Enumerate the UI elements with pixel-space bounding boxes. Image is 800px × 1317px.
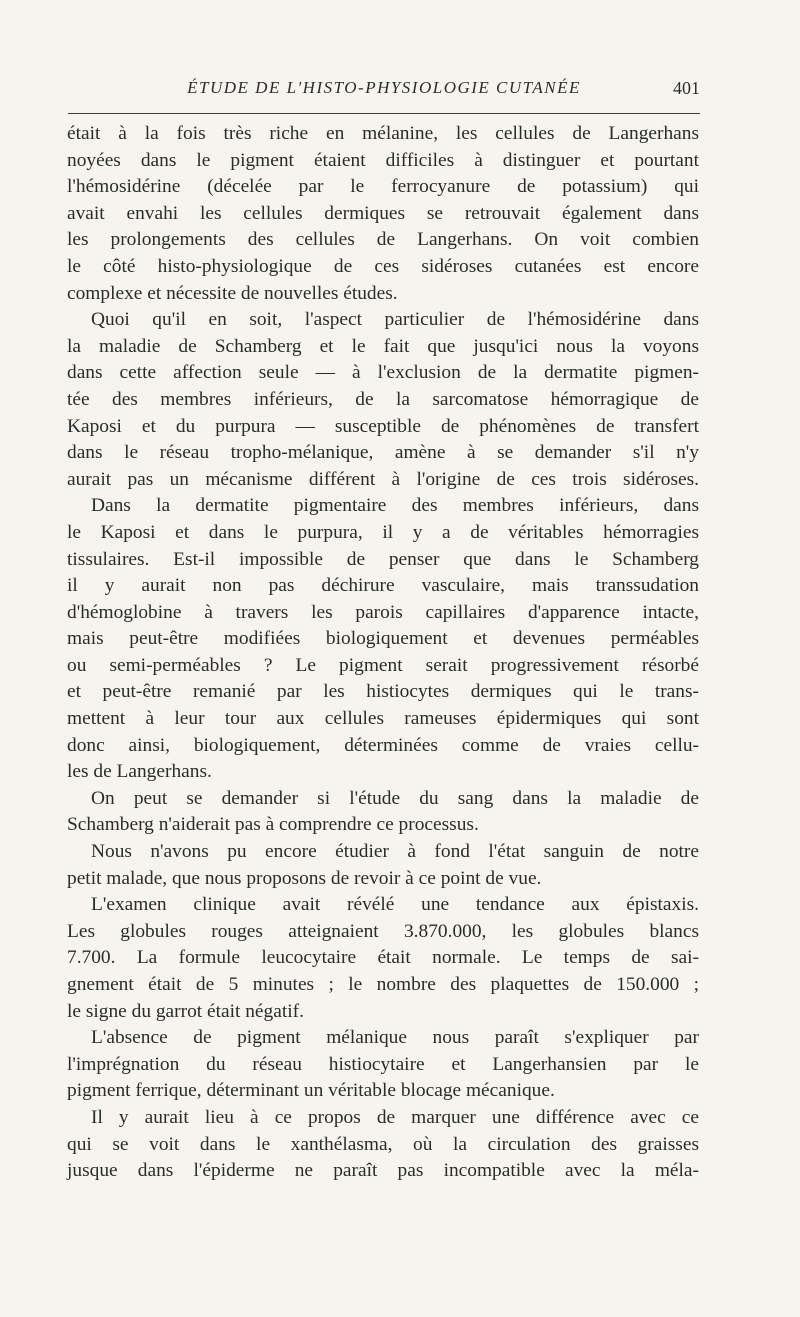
text-line: noyées dans le pigment étaient difficiles à distinguer et pourtant — [67, 149, 699, 171]
text-line: était à la fois très riche en mélanine, les cellules de Langerhans — [67, 123, 699, 144]
text-line: Schamberg n'aiderait pas à comprendre ce processus. — [67, 814, 479, 836]
text-line: Nous n'avons pu encore étudier à fond l'état sanguin de notre — [91, 841, 699, 863]
text-line: 7.700. La formule leucocytaire était normale. Le temps de sai- — [67, 947, 699, 969]
text-line: tée des membres inférieurs, de la sarcomatose hémorragique de — [67, 388, 699, 410]
text-line: le signe du garrot était négatif. — [67, 1000, 304, 1022]
text-line: mettent à leur tour aux cellules rameuses épidermiques qui sont — [67, 708, 699, 730]
page-header — [68, 76, 700, 102]
text-line: Quoi qu'il en soit, l'aspect particulier de l'hémosidérine dans — [91, 309, 699, 331]
text-line: la maladie de Schamberg et le fait que jusqu'ici nous la voyons — [67, 335, 699, 357]
text-line: l'imprégnation du réseau histiocytaire et Langerhansien par le — [67, 1053, 699, 1075]
running-title: ÉTUDE DE L'HISTO-PHYSIOLOGIE CUTANÉE — [187, 78, 581, 97]
text-line: les de Langerhans. — [67, 761, 212, 783]
text-line: le Kaposi et dans le purpura, il y a de véritables hémorragies — [67, 521, 699, 543]
text-line: jusque dans l'épiderme ne paraît pas incompatible avec la méla- — [67, 1160, 699, 1182]
text-line: les prolongements des cellules de Langerhans. On voit combien — [67, 229, 699, 251]
text-line: Kaposi et du purpura — susceptible de phénomènes de transfert — [67, 415, 699, 437]
text-line: dans cette affection seule — à l'exclusion de la dermatite pigmen- — [67, 362, 699, 384]
text-line: L'absence de pigment mélanique nous paraît s'expliquer par — [91, 1027, 699, 1049]
text-line: petit malade, que nous proposons de revoir à ce point de vue. — [67, 867, 542, 889]
text-line: complexe et nécessite de nouvelles études. — [67, 282, 398, 304]
text-line: Dans la dermatite pigmentaire des membres inférieurs, dans — [91, 495, 699, 517]
text-line: mais peut-être modifiées biologiquement et devenues perméables — [67, 628, 699, 650]
text-line: Il y aurait lieu à ce propos de marquer une différence avec ce — [91, 1106, 699, 1128]
text-line: Les globules rouges atteignaient 3.870.000, les globules blancs — [67, 920, 699, 942]
text-line: donc ainsi, biologiquement, déterminées comme de vraies cellu- — [67, 734, 699, 756]
text-line: ou semi-perméables ? Le pigment serait progressivement résorbé — [67, 654, 699, 676]
text-line: pigment ferrique, déterminant un véritable blocage mécanique. — [67, 1080, 555, 1102]
text-line: L'examen clinique avait révélé une tendance aux épistaxis. — [91, 894, 699, 916]
text-line: dans le réseau tropho-mélanique, amène à se demander s'il n'y — [67, 442, 699, 464]
header-rule — [68, 113, 700, 114]
text-line: avait envahi les cellules dermiques se retrouvait également dans — [67, 202, 699, 224]
text-line: il y aurait non pas déchirure vasculaire, mais transsudation — [67, 575, 699, 597]
page-number: 401 — [673, 78, 700, 98]
text-line: le côté histo-physiologique de ces sidéroses cutanées est encore — [67, 255, 699, 277]
text-line: l'hémosidérine (décelée par le ferrocyanure de potassium) qui — [67, 176, 699, 198]
text-line: aurait pas un mécanisme différent à l'origine de ces trois sidéroses. — [67, 468, 699, 490]
text-line: d'hémoglobine à travers les parois capillaires d'apparence intacte, — [67, 601, 699, 623]
text-line: qui se voit dans le xanthélasma, où la circulation des graisses — [67, 1133, 699, 1155]
text-line: tissulaires. Est-il impossible de penser que dans le Schamberg — [67, 548, 699, 570]
text-line: et peut-être remanié par les histiocytes dermiques qui le trans- — [67, 681, 699, 703]
text-line: On peut se demander si l'étude du sang dans la maladie de — [91, 787, 699, 809]
text-line: gnement était de 5 minutes ; le nombre des plaquettes de 150.000 ; — [67, 974, 699, 995]
body-text — [67, 121, 699, 1185]
